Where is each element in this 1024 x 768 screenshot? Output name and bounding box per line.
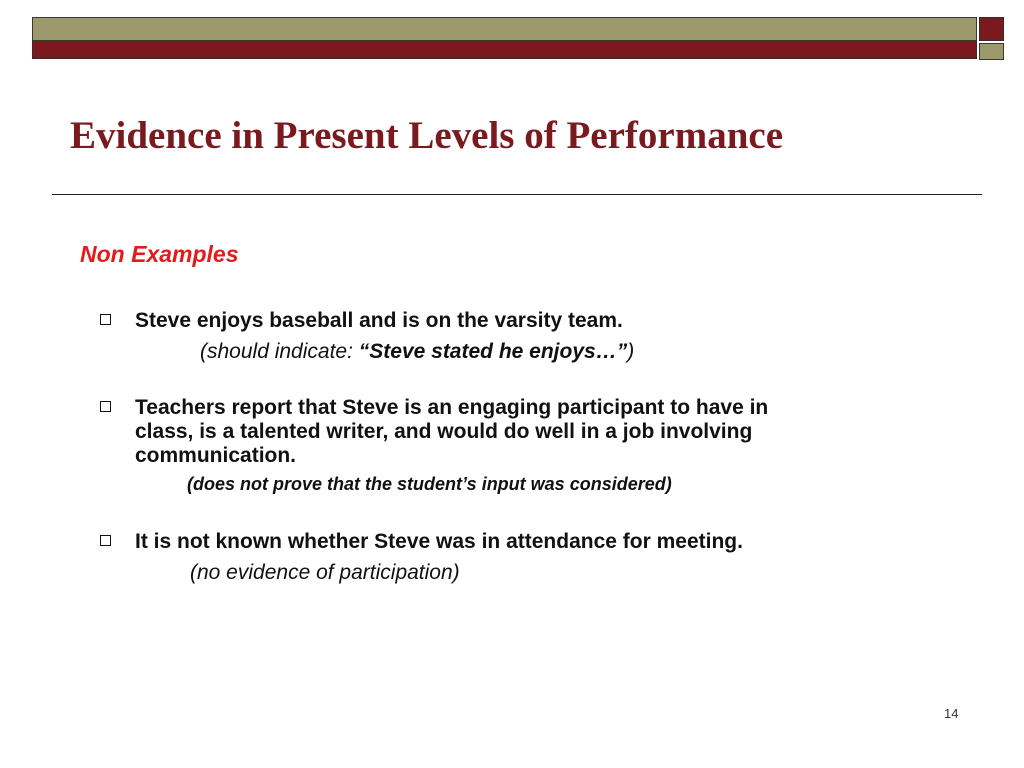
checkbox-bullet-icon: [100, 535, 111, 546]
slide-title: Evidence in Present Levels of Performance: [70, 114, 784, 157]
header-banner-olive: [32, 17, 977, 41]
bullet-text: class, is a talented writer, and would do well in a job involving: [135, 420, 753, 443]
note-suffix: ): [627, 340, 635, 363]
checkbox-bullet-icon: [100, 314, 111, 325]
bullet-note-1: [200, 340, 634, 364]
title-divider: [52, 194, 982, 195]
note-prefix: (should indicate:: [200, 340, 359, 363]
page-number: 14: [944, 706, 959, 721]
bullet-note-3: (no evidence of participation): [190, 561, 460, 584]
header-corner-olive-block: [979, 43, 1004, 60]
bullet-note-2: (does not prove that the student’s input was considered): [187, 474, 672, 494]
header-corner-red-block: [979, 17, 1004, 41]
bullet-text: Steve enjoys baseball and is on the varsity team.: [135, 309, 623, 332]
note-quote: “Steve stated he enjoys…”: [358, 340, 628, 363]
checkbox-bullet-icon: [100, 401, 111, 412]
header-banner-red: [32, 41, 977, 59]
bullet-text: communication.: [135, 444, 297, 467]
bullet-text: Teachers report that Steve is an engaging participant to have in: [135, 396, 769, 419]
bullet-text: It is not known whether Steve was in attendance for meeting.: [135, 530, 743, 553]
section-subheading: Non Examples: [80, 241, 239, 267]
